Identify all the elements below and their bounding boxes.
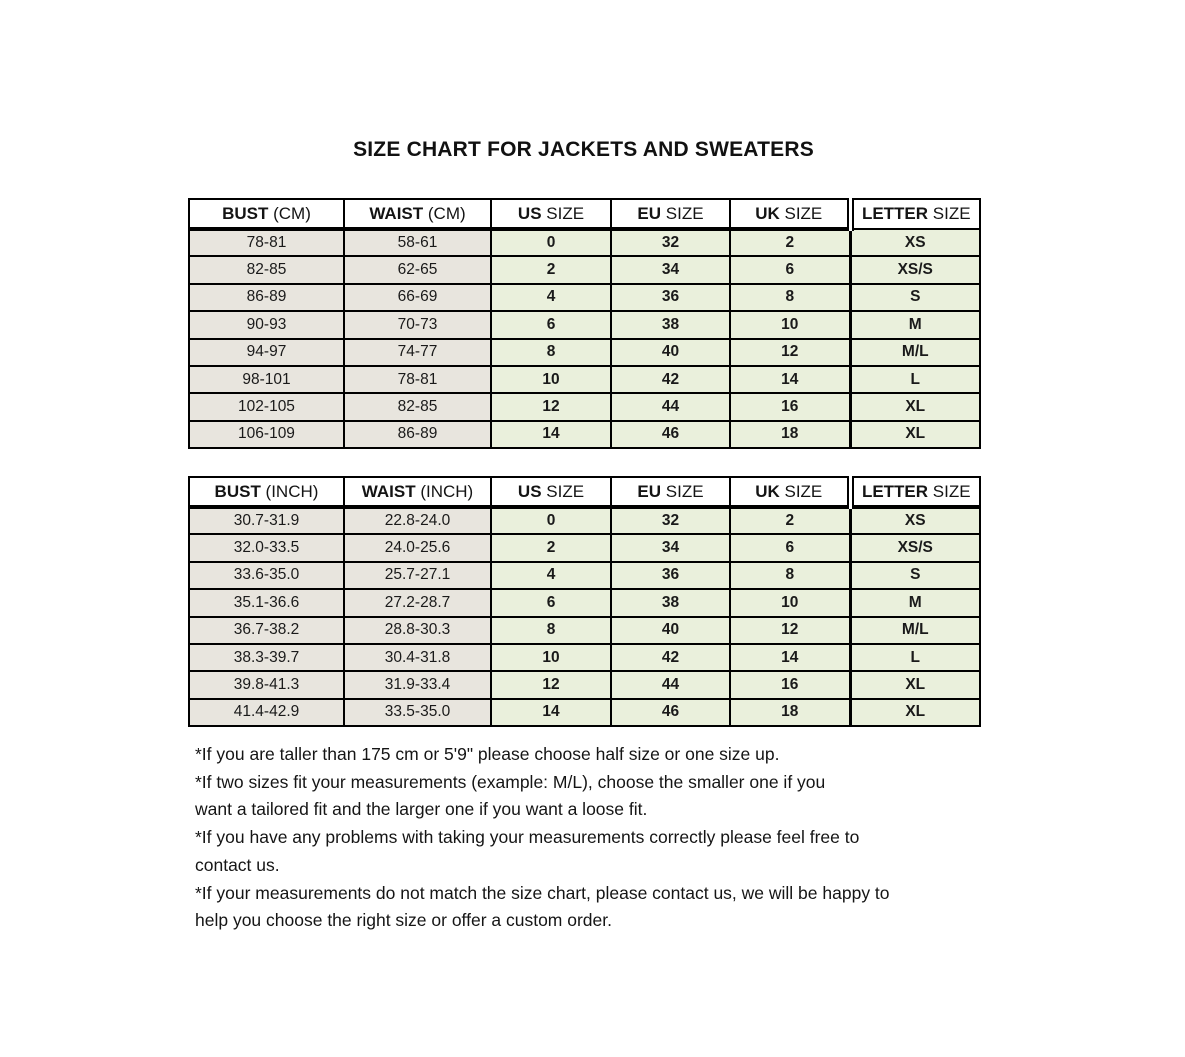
table-cell: 41.4-42.9 [189,699,344,726]
table-cell: 38 [611,589,730,616]
header-strong-label: LETTER [861,481,929,501]
header-cell-us: US SIZE [491,477,611,507]
header-strong-label: UK [755,203,780,223]
header-cell-uk: UK SIZE [730,199,850,229]
table-cell: XS [850,507,980,534]
header-cell-bust: BUST (INCH) [189,477,344,507]
table-cell: 8 [730,284,850,311]
table-cell: 82-85 [189,256,344,283]
table-cell: 78-81 [344,366,491,393]
table-cell: 18 [730,421,850,448]
header-row [189,477,980,507]
table-cell: 40 [611,339,730,366]
table-cell: 33.6-35.0 [189,562,344,589]
header-strong-label: WAIST [361,481,416,501]
header-strong-label: LETTER [861,204,929,223]
table-cell: 12 [491,393,611,420]
table-cell: 98-101 [189,366,344,393]
table-cell: 14 [491,421,611,448]
table-cell: 31.9-33.4 [344,671,491,698]
table-row [189,671,980,698]
table-cell: 36 [611,284,730,311]
header-strong-label: BUST [214,481,261,501]
table-cell: 10 [491,644,611,671]
header-strong-label: BUST [222,203,269,223]
table-cell: 33.5-35.0 [344,699,491,726]
table-cell: 36 [611,562,730,589]
table-row [189,284,980,311]
table-cell: 58-61 [344,229,491,256]
header-strong-label: EU [637,203,662,223]
header-cell-waist: WAIST (INCH) [344,477,491,507]
size-table-inch [188,476,981,727]
table-cell: 6 [730,534,850,561]
table-cell: M [850,311,980,338]
header-cell-uk: UK SIZE [730,477,850,507]
table-row [189,229,980,256]
size-table-cm-header [189,199,980,229]
table-cell: 2 [730,507,850,534]
table-cell: 28.8-30.3 [344,617,491,644]
table-cell: 6 [730,256,850,283]
footnote-line: *If two sizes fit your measurements (example: M/L), choose the smaller one if you [195,771,826,792]
header-cell-us: US SIZE [491,199,611,229]
table-cell: 30.7-31.9 [189,507,344,534]
table-cell: 44 [611,671,730,698]
table-cell: 70-73 [344,311,491,338]
table-row [189,311,980,338]
size-table-inch-body [189,507,980,726]
footnote-line: *If you are taller than 175 cm or 5'9" please choose half size or one size up. [195,744,780,764]
table-row [189,562,980,589]
table-cell: 102-105 [189,393,344,420]
table-row [189,256,980,283]
table-cell: 8 [491,339,611,366]
header-cell-letter: LETTER SIZE [850,199,980,229]
size-table-inch-header [189,477,980,507]
table-row [189,339,980,366]
page-title: SIZE CHART FOR JACKETS AND SWEATERS [353,138,814,161]
table-cell: 4 [491,284,611,311]
table-cell: 6 [491,589,611,616]
table-cell: 14 [491,699,611,726]
table-cell: 38 [611,311,730,338]
table-cell: 62-65 [344,256,491,283]
header-strong-label: US [517,203,542,223]
table-cell: M/L [850,339,980,366]
header-cell-letter: LETTER SIZE [850,477,980,507]
table-cell: 40 [611,617,730,644]
table-cell: 86-89 [189,284,344,311]
table-cell: 74-77 [344,339,491,366]
table-row [189,617,980,644]
table-cell: 86-89 [344,421,491,448]
table-cell: 10 [491,366,611,393]
table-cell: XL [850,671,980,698]
table-cell: 30.4-31.8 [344,644,491,671]
table-cell: 0 [491,229,611,256]
table-cell: 27.2-28.7 [344,589,491,616]
table-row [189,421,980,448]
table-cell: 14 [730,366,850,393]
table-cell: 44 [611,393,730,420]
table-cell: 66-69 [344,284,491,311]
table-cell: 2 [491,256,611,283]
header-cell-waist: WAIST (CM) [344,199,491,229]
table-row [189,589,980,616]
table-cell: 10 [730,311,850,338]
header-cell-eu: EU SIZE [611,199,730,229]
table-cell: 12 [730,617,850,644]
table-cell: XS/S [850,256,980,283]
table-cell: 16 [730,393,850,420]
table-cell: 42 [611,644,730,671]
table-cell: 32.0-33.5 [189,534,344,561]
table-cell: 90-93 [189,311,344,338]
footnote-line: *If you have any problems with taking your measurements correctly please feel free to [195,827,860,848]
table-cell: 2 [730,229,850,256]
header-cell-bust: BUST (CM) [189,199,344,229]
table-cell: 0 [491,507,611,534]
table-row [189,699,980,726]
table-cell: 38.3-39.7 [189,644,344,671]
table-cell: XL [850,393,980,420]
table-cell: 36.7-38.2 [189,617,344,644]
table-cell: 8 [491,617,611,644]
header-strong-label: US [517,481,542,501]
table-cell: 78-81 [189,229,344,256]
table-cell: 34 [611,256,730,283]
header-strong-label: WAIST [369,203,424,223]
table-cell: 46 [611,699,730,726]
table-cell: XS/S [850,534,980,561]
table-cell: 32 [611,229,730,256]
table-cell: 25.7-27.1 [344,562,491,589]
header-cell-eu: EU SIZE [611,477,730,507]
header-strong-label: UK [755,481,780,501]
table-cell: 12 [730,339,850,366]
table-cell: 2 [491,534,611,561]
table-cell: 8 [730,562,850,589]
table-cell: 6 [491,311,611,338]
table-cell: 94-97 [189,339,344,366]
table-cell: L [850,366,980,393]
table-cell: 34 [611,534,730,561]
table-cell: 46 [611,421,730,448]
table-cell: L [850,644,980,671]
table-cell: 32 [611,507,730,534]
table-cell: 18 [730,699,850,726]
table-cell: XS [850,229,980,256]
table-row [189,507,980,534]
table-cell: 42 [611,366,730,393]
footnote-line: contact us. [195,854,280,875]
table-cell: 22.8-24.0 [344,507,491,534]
table-cell: 24.0-25.6 [344,534,491,561]
table-cell: XL [850,421,980,448]
table-cell: 10 [730,589,850,616]
table-cell: M/L [850,617,980,644]
table-cell: M [850,589,980,616]
size-table-cm-body [189,229,980,448]
table-cell: 14 [730,644,850,671]
table-cell: S [850,284,980,311]
table-row [189,393,980,420]
footnote-line: help you choose the right size or offer a custom order. [195,910,612,931]
table-cell: 12 [491,671,611,698]
footnotes [195,741,995,935]
table-cell: 82-85 [344,393,491,420]
table-row [189,366,980,393]
table-cell: 39.8-41.3 [189,671,344,698]
table-cell: 35.1-36.6 [189,589,344,616]
header-strong-label: EU [637,481,662,501]
table-row [189,644,980,671]
table-cell: XL [850,699,980,726]
table-cell: 4 [491,562,611,589]
size-table-cm [188,198,981,449]
table-cell: 16 [730,671,850,698]
footnote-line: want a tailored fit and the larger one if you want a loose fit. [195,799,648,820]
table-row [189,534,980,561]
footnote-line: *If your measurements do not match the size chart, please contact us, we will be happy to [195,882,890,903]
table-cell: 106-109 [189,421,344,448]
header-row [189,199,980,229]
table-cell: S [850,562,980,589]
